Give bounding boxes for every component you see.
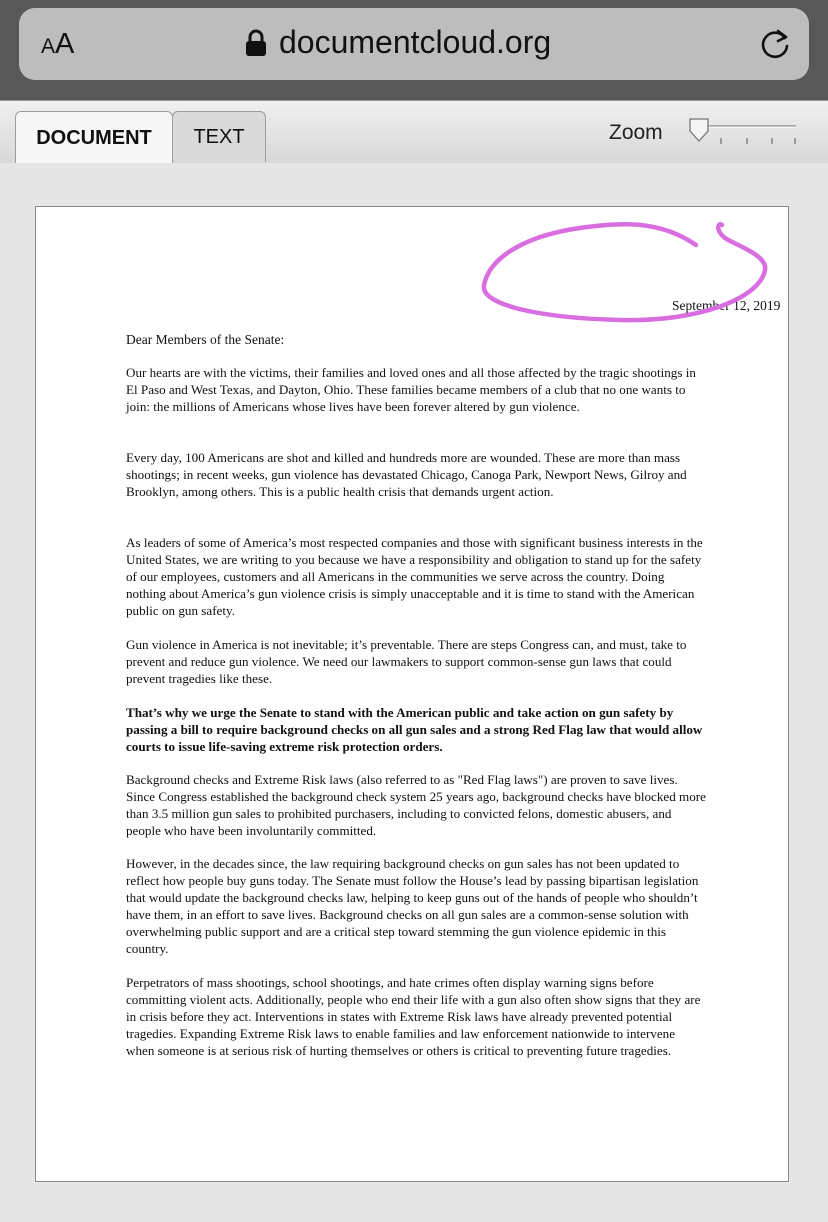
- paragraph: Our hearts are with the victims, their families and loved ones and all those affected by the tragic shootings in El Paso and West Texas, and Dayton, Ohio. These families became members of a club that no one wants to join: the millions of Americans whose lives have been forever altered by gun violence.: [126, 365, 696, 414]
- paragraph: However, in the decades since, the law requiring background checks on gun sales has not been updated to reflect how people buy guns today. The Senate must follow the House’s lead by passing bipartisan legislation that would update the background checks law, helping to keep guns out of the hands of people who shouldn’t have them, in an effort to save lives. Background checks on all gun sales are a common-sense solution with overwhelming public support and are a critical step toward stemming the gun violence epidemic in this country.: [126, 856, 699, 956]
- paragraph: Perpetrators of mass shootings, school shootings, and hate crimes often display warning signs before committing violent acts. Additionally, people who end their life with a gun also often show signs that they are in crisis before they act. Interventions in states with Extreme Risk laws have already prevented potential tragedies. Expanding Extreme Risk laws to enable families and law enforcement nationwide to intervene when someone is at serious risk of hurting themselves or others is critical to preventing future tragedies.: [126, 975, 701, 1058]
- url-display[interactable]: [245, 24, 551, 61]
- zoom-slider[interactable]: [686, 114, 800, 150]
- letter-salutation: Dear Members of the Senate:: [126, 332, 285, 347]
- url-text: documentcloud.org: [279, 24, 552, 60]
- paragraph: As leaders of some of America’s most respected companies and those with significant business interests in the United States, we are writing to you because we have a responsibility and obligation to stand up for the safety of our employees, customers and all Americans in the communities we serve across the country. Doing nothing about America’s gun violence crisis is simply unacceptable and it is time to stand with the American public on gun safety.: [126, 535, 703, 618]
- paragraph: Every day, 100 Americans are shot and killed and hundreds more are wounded. These are more than mass shootings; in recent weeks, gun violence has devastated Chicago, Canoga Park, Newport News, Gilroy and Brooklyn, among others. This is a public health crisis that demands urgent action.: [126, 450, 687, 499]
- tab-text[interactable]: TEXT: [172, 111, 266, 162]
- paragraph: Background checks and Extreme Risk laws (also referred to as "Red Flag laws") are proven to save lives. Since Congress established the background check system 25 years ago, background checks have blocked more than 3.5 million gun sales to prohibited purchasers, including to convicted felons, domestic abusers, and people who have been involuntarily committed.: [126, 772, 706, 838]
- zoom-label: Zoom: [609, 121, 663, 144]
- paragraph: Gun violence in America is not inevitable; it’s preventable. There are steps Congress can, and must, take to prevent and reduce gun violence. We need our lawmakers to support common-sense gun laws that could prevent tragedies like these.: [126, 637, 687, 686]
- lock-icon: [245, 29, 267, 57]
- letter-date: September 12, 2019: [672, 298, 781, 313]
- zoom-slider-thumb: [690, 119, 708, 141]
- browser-toolbar: [0, 0, 828, 100]
- paragraph-bold: That’s why we urge the Senate to stand with the American public and take action on gun safety by passing a bill to require background checks on all gun sales and a strong Red Flag law that would allow courts to issue life-saving extreme risk protection orders.: [126, 705, 703, 754]
- document-page: [35, 206, 789, 1182]
- text-size-button[interactable]: AA: [41, 28, 75, 60]
- tab-document[interactable]: DOCUMENT: [15, 111, 173, 164]
- reload-icon[interactable]: [757, 26, 793, 62]
- address-bar[interactable]: [19, 8, 809, 80]
- markup-circle: [470, 210, 780, 340]
